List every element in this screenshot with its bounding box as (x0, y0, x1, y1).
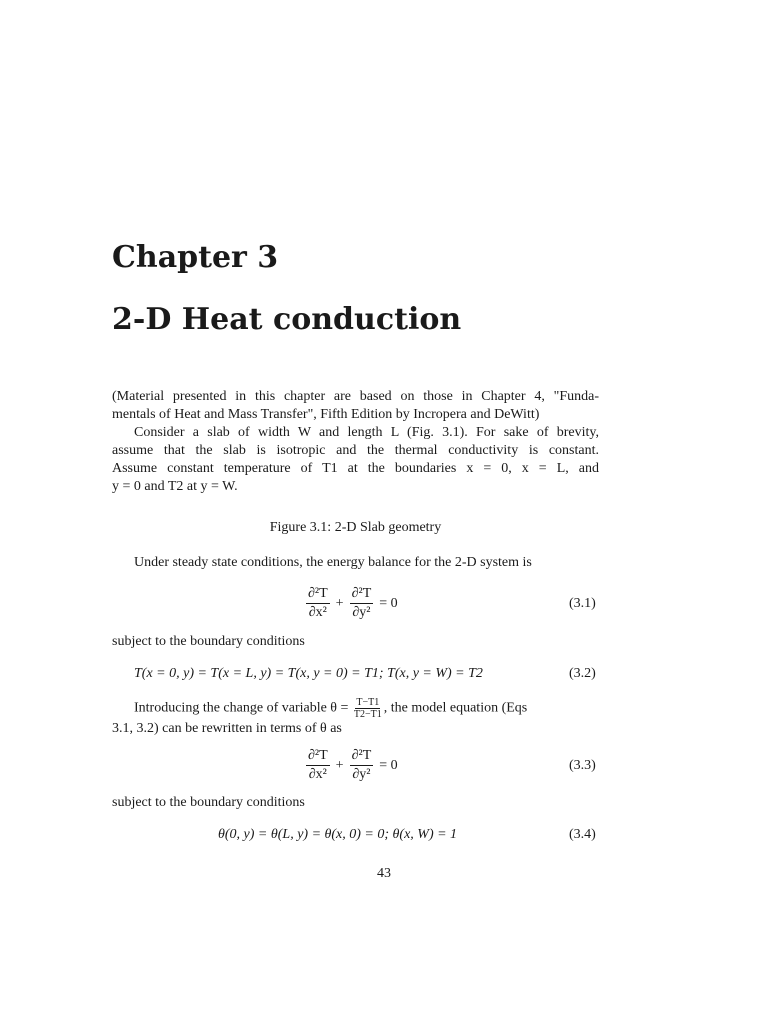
eq1-plus: + (335, 595, 344, 611)
theta-denominator: T2−T1 (353, 709, 382, 720)
eq3-numerator-1: ∂²T (306, 747, 330, 766)
chapter-title: 2-D Heat conduction (112, 302, 462, 337)
page-number: 43 (377, 866, 391, 881)
theta-definition-fraction (354, 697, 382, 720)
slab-line-3: Assume constant temperature of T1 at the boundaries x = 0, x = L, and (112, 461, 599, 476)
slab-line-1: Consider a slab of width W and length L (Fig. 3.1). For sake of brevity, (134, 425, 599, 440)
equation-3-4: θ(0, y) = θ(L, y) = θ(x, 0) = 0; θ(x, W) = 1 (218, 827, 458, 842)
eq1-numerator-1: ∂²T (306, 585, 330, 604)
steady-state-text: Under steady state conditions, the energy balance for the 2-D system is (134, 555, 532, 570)
equation-number-3-2: (3.2) (569, 666, 596, 681)
boundary-conditions-text-1: subject to the boundary conditions (112, 634, 305, 649)
slab-line-4: y = 0 and T2 at y = W. (112, 479, 238, 494)
slab-paragraph (112, 424, 599, 496)
slab-line-2: assume that the slab is isotropic and the thermal conductivity is constant. (112, 443, 599, 458)
eq3-numerator-2: ∂²T (350, 747, 374, 766)
equation-3-1 (304, 585, 398, 622)
change-of-variable-paragraph (112, 697, 599, 738)
eq1-fraction-x (306, 585, 330, 622)
boundary-conditions-text-2: subject to the boundary conditions (112, 795, 305, 810)
cov-text-before: Introducing the change of variable θ = (134, 700, 349, 716)
eq3-plus: + (335, 757, 344, 773)
equation-number-3-1: (3.1) (569, 596, 596, 611)
equation-number-3-4: (3.4) (569, 827, 596, 842)
eq1-denominator-1: ∂x² (308, 605, 327, 620)
eq1-rhs: = 0 (379, 595, 398, 611)
eq3-fraction-x (306, 747, 330, 784)
theta-numerator: T−T1 (356, 697, 380, 708)
eq3-fraction-y (350, 747, 374, 784)
chapter-label: Chapter 3 (112, 240, 279, 275)
figure-caption: Figure 3.1: 2-D Slab geometry (269, 520, 442, 535)
equation-3-2: T(x = 0, y) = T(x = L, y) = T(x, y = 0) = T1; T(x, y = W) = T2 (134, 666, 483, 681)
intro-line-1: (Material presented in this chapter are based on those in Chapter 4, "Funda- (112, 389, 599, 404)
eq3-rhs: = 0 (379, 757, 398, 773)
cov-line-2: 3.1, 3.2) can be rewritten in terms of θ as (112, 721, 342, 736)
eq1-denominator-2: ∂y² (352, 605, 371, 620)
eq1-fraction-y (350, 585, 374, 622)
intro-line-2: mentals of Heat and Mass Transfer", Fifth Edition by Incropera and DeWitt) (112, 407, 540, 422)
eq3-denominator-1: ∂x² (308, 767, 327, 782)
cov-text-after: , the model equation (Eqs (383, 700, 528, 716)
cov-line-1 (112, 697, 599, 720)
eq3-denominator-2: ∂y² (352, 767, 371, 782)
equation-3-3 (304, 747, 398, 784)
equation-number-3-3: (3.3) (569, 758, 596, 773)
intro-paragraph (112, 388, 599, 424)
eq1-numerator-2: ∂²T (350, 585, 374, 604)
